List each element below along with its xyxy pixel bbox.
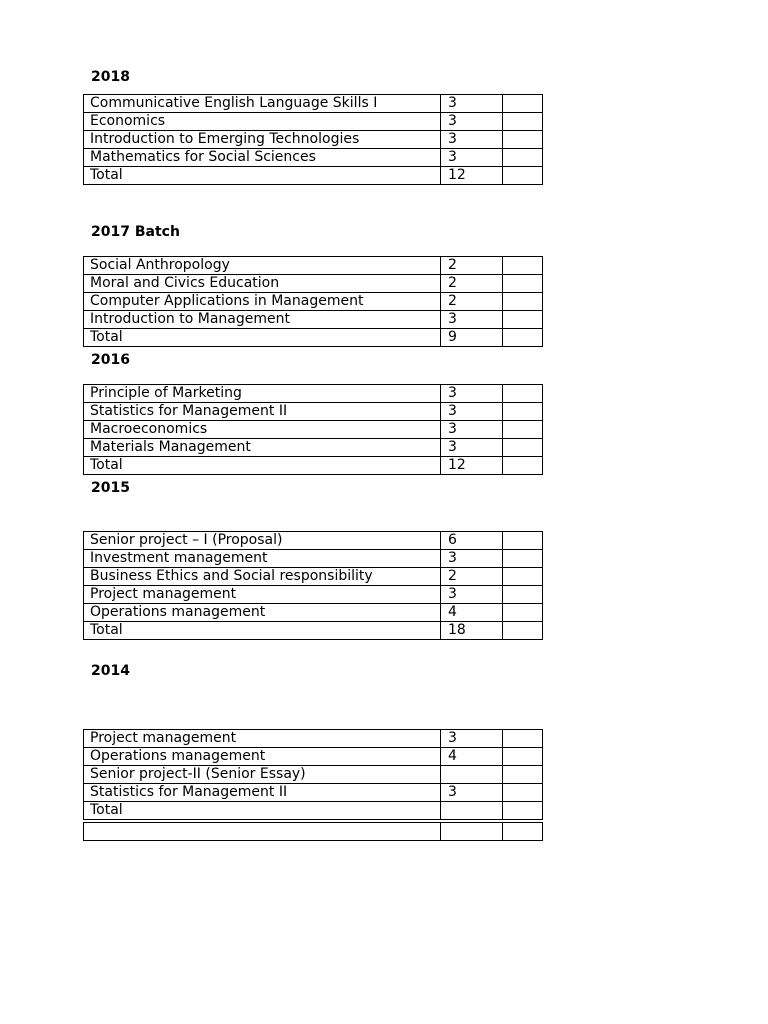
course-extra bbox=[503, 421, 543, 439]
total-row bbox=[84, 457, 543, 475]
course-name: Project management bbox=[84, 586, 441, 604]
course-extra bbox=[503, 550, 543, 568]
section-heading-2016: 2016 bbox=[91, 352, 130, 368]
course-credit: 3 bbox=[441, 586, 503, 604]
course-name: Computer Applications in Management bbox=[84, 293, 441, 311]
course-extra bbox=[503, 293, 543, 311]
course-name: Senior project – I (Proposal) bbox=[84, 532, 441, 550]
course-name: Social Anthropology bbox=[84, 257, 441, 275]
empty-row bbox=[84, 821, 543, 841]
course-table-2016 bbox=[83, 384, 543, 475]
total-credit: 18 bbox=[441, 622, 503, 640]
course-credit bbox=[441, 766, 503, 784]
course-extra bbox=[503, 149, 543, 167]
course-table-2018 bbox=[83, 94, 543, 185]
course-extra bbox=[503, 403, 543, 421]
course-credit: 3 bbox=[441, 113, 503, 131]
course-extra bbox=[503, 568, 543, 586]
course-extra bbox=[503, 766, 543, 784]
section-heading-2018: 2018 bbox=[91, 69, 130, 85]
course-extra bbox=[503, 457, 543, 475]
course-extra bbox=[503, 784, 543, 802]
course-credit: 6 bbox=[441, 532, 503, 550]
course-name: Senior project-II (Senior Essay) bbox=[84, 766, 441, 784]
section-heading-2014: 2014 bbox=[91, 663, 130, 679]
course-extra bbox=[503, 131, 543, 149]
course-extra bbox=[503, 604, 543, 622]
total-label: Total bbox=[84, 802, 441, 822]
table-row bbox=[84, 95, 543, 113]
table-row bbox=[84, 131, 543, 149]
course-name: Operations management bbox=[84, 748, 441, 766]
table-row bbox=[84, 748, 543, 766]
total-label: Total bbox=[84, 457, 441, 475]
course-extra bbox=[503, 385, 543, 403]
course-extra bbox=[503, 802, 543, 822]
total-credit: 12 bbox=[441, 167, 503, 185]
course-credit: 3 bbox=[441, 95, 503, 113]
course-name: Communicative English Language Skills I bbox=[84, 95, 441, 113]
course-extra bbox=[503, 730, 543, 748]
section-heading-2017-batch: 2017 Batch bbox=[91, 224, 180, 240]
course-name: Operations management bbox=[84, 604, 441, 622]
course-extra bbox=[503, 311, 543, 329]
table-row bbox=[84, 604, 543, 622]
course-name: Project management bbox=[84, 730, 441, 748]
total-row bbox=[84, 329, 543, 347]
total-label: Total bbox=[84, 167, 441, 185]
total-row bbox=[84, 167, 543, 185]
table-row bbox=[84, 532, 543, 550]
course-name: Investment management bbox=[84, 550, 441, 568]
course-name: Moral and Civics Education bbox=[84, 275, 441, 293]
table-row bbox=[84, 385, 543, 403]
course-credit: 2 bbox=[441, 275, 503, 293]
table-row bbox=[84, 730, 543, 748]
table-row bbox=[84, 275, 543, 293]
course-credit: 3 bbox=[441, 730, 503, 748]
course-credit: 2 bbox=[441, 293, 503, 311]
table-row bbox=[84, 149, 543, 167]
course-name bbox=[84, 821, 441, 841]
course-credit: 3 bbox=[441, 550, 503, 568]
course-extra bbox=[503, 439, 543, 457]
course-name: Economics bbox=[84, 113, 441, 131]
section-heading-2015: 2015 bbox=[91, 480, 130, 496]
course-credit: 3 bbox=[441, 311, 503, 329]
course-name: Statistics for Management II bbox=[84, 784, 441, 802]
course-name: Mathematics for Social Sciences bbox=[84, 149, 441, 167]
total-label: Total bbox=[84, 329, 441, 347]
course-credit: 3 bbox=[441, 439, 503, 457]
table-row bbox=[84, 113, 543, 131]
course-credit: 4 bbox=[441, 748, 503, 766]
course-extra bbox=[503, 821, 543, 841]
course-name: Materials Management bbox=[84, 439, 441, 457]
course-table-2017-batch bbox=[83, 256, 543, 347]
course-name: Introduction to Emerging Technologies bbox=[84, 131, 441, 149]
course-name: Introduction to Management bbox=[84, 311, 441, 329]
course-credit: 3 bbox=[441, 784, 503, 802]
table-row bbox=[84, 293, 543, 311]
course-extra bbox=[503, 586, 543, 604]
table-row bbox=[84, 421, 543, 439]
table-row bbox=[84, 586, 543, 604]
course-table-2014 bbox=[83, 729, 543, 841]
course-extra bbox=[503, 167, 543, 185]
course-name: Macroeconomics bbox=[84, 421, 441, 439]
course-credit: 3 bbox=[441, 385, 503, 403]
course-extra bbox=[503, 622, 543, 640]
course-credit: 3 bbox=[441, 149, 503, 167]
course-extra bbox=[503, 748, 543, 766]
course-extra bbox=[503, 257, 543, 275]
course-extra bbox=[503, 113, 543, 131]
table-row bbox=[84, 311, 543, 329]
course-credit: 2 bbox=[441, 257, 503, 275]
course-credit: 3 bbox=[441, 131, 503, 149]
total-credit bbox=[441, 802, 503, 822]
total-credit: 9 bbox=[441, 329, 503, 347]
table-row bbox=[84, 439, 543, 457]
course-extra bbox=[503, 532, 543, 550]
course-credit: 2 bbox=[441, 568, 503, 586]
table-row bbox=[84, 766, 543, 784]
table-row bbox=[84, 550, 543, 568]
total-credit: 12 bbox=[441, 457, 503, 475]
total-row bbox=[84, 622, 543, 640]
table-row bbox=[84, 403, 543, 421]
table-row bbox=[84, 568, 543, 586]
table-row bbox=[84, 784, 543, 802]
course-extra bbox=[503, 95, 543, 113]
course-credit: 3 bbox=[441, 421, 503, 439]
course-extra bbox=[503, 275, 543, 293]
table-row bbox=[84, 257, 543, 275]
course-table-2015 bbox=[83, 531, 543, 640]
course-name: Business Ethics and Social responsibility bbox=[84, 568, 441, 586]
course-credit: 4 bbox=[441, 604, 503, 622]
course-name: Statistics for Management II bbox=[84, 403, 441, 421]
total-row bbox=[84, 802, 543, 822]
total-label: Total bbox=[84, 622, 441, 640]
course-name: Principle of Marketing bbox=[84, 385, 441, 403]
course-credit bbox=[441, 821, 503, 841]
course-extra bbox=[503, 329, 543, 347]
course-credit: 3 bbox=[441, 403, 503, 421]
